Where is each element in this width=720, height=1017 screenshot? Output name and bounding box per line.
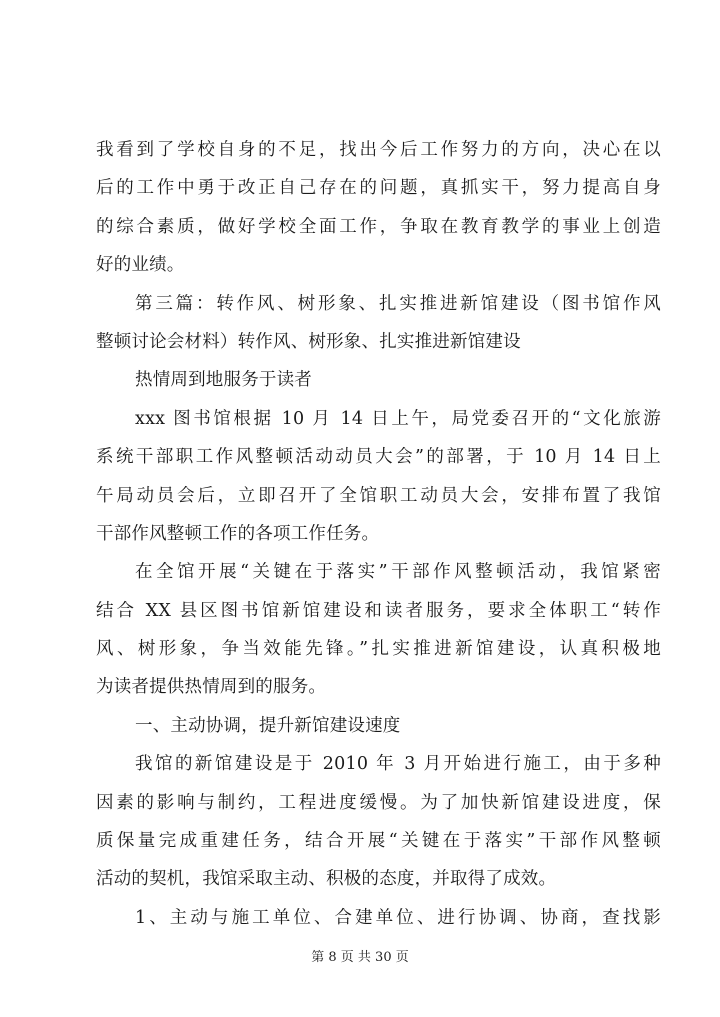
text-line: 的综合素质，做好学校全面工作，争取在教育教学的事业上创造 [96,216,661,237]
text-line: 干部作风整顿工作的各项工作任务。 [96,523,380,544]
body-text [96,131,661,937]
text-line: 风、树形象，争当效能先锋。”扎实推进新馆建设，认真积极地 [96,639,661,660]
list-heading-line: 一、主动协调，提升新馆建设速度 [135,715,401,736]
text-line: 活动的契机，我馆采取主动、积极的态度，并取得了成效。 [96,869,557,890]
section-heading-line: 整顿讨论会材料）转作风、树形象、扎实推进新馆建设 [96,331,521,352]
text-line: 结合 XX 县区图书馆新馆建设和读者服务，要求全体职工“转作 [96,600,661,621]
page-number-footer: 第 8 页 共 30 页 [311,950,409,965]
subtitle-line: 热情周到地服务于读者 [135,370,312,391]
text-line: 在全馆开展“关键在于落实”干部作风整顿活动，我馆紧密 [135,562,661,583]
text-line: 我馆的新馆建设是于 2010 年 3 月开始进行施工，由于多种 [135,754,661,775]
text-line: 1、主动与施工单位、合建单位、进行协调、协商，查找影 [135,907,661,928]
text-line: 好的业绩。 [96,255,185,276]
section-heading-line: 第三篇：转作风、树形象、扎实推进新馆建设（图书馆作风 [135,293,661,314]
text-line: 后的工作中勇于改正自己存在的问题，真抓实干，努力提高自身 [96,178,661,199]
text-line: 为读者提供热情周到的服务。 [96,677,327,698]
text-line: 午局动员会后，立即召开了全馆职工动员大会，安排布置了我馆 [96,485,661,506]
text-line: 因素的影响与制约，工程进度缓慢。为了加快新馆建设进度，保 [96,792,661,813]
text-line: xxx 图书馆根据 10 月 14 日上午，局党委召开的“文化旅游 [135,408,661,429]
text-line: 质保量完成重建任务，结合开展“关键在于落实”干部作风整顿 [96,831,661,852]
text-line: 我看到了学校自身的不足，找出今后工作努力的方向，决心在以 [96,140,661,160]
text-line: 系统干部职工作风整顿活动动员大会”的部署，于 10 月 14 日上 [96,447,661,468]
